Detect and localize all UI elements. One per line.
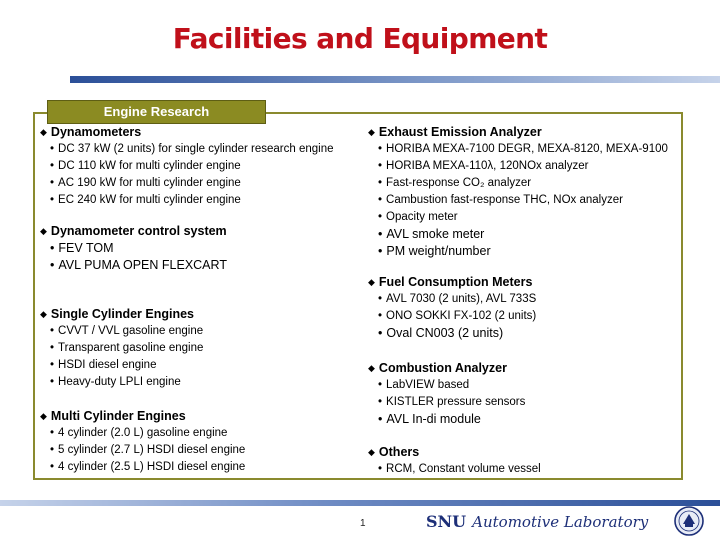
lab-logo-text: [426, 512, 648, 531]
list-item: [40, 240, 370, 257]
diamond-bullet-icon: ◆: [40, 309, 47, 319]
section-heading: [368, 124, 688, 141]
list-item: [368, 192, 688, 209]
item-text: HSDI diesel engine: [58, 359, 157, 371]
list-item: [368, 325, 688, 342]
diamond-bullet-icon: ◆: [40, 411, 47, 421]
item-text: 4 cylinder (2.0 L) gasoline engine: [58, 427, 228, 439]
section-fuel-consumption: [368, 274, 688, 342]
item-text: Fast-response CO₂ analyzer: [386, 177, 532, 189]
slide-title: Facilities and Equipment: [172, 22, 548, 55]
section-multi-cylinder: [40, 408, 370, 476]
item-text: AC 190 kW for multi cylinder engine: [58, 177, 241, 189]
section-dynamometers: [40, 124, 370, 209]
list-item: [368, 226, 688, 243]
bullet-icon: •: [378, 412, 383, 426]
bullet-icon: •: [50, 376, 55, 388]
diamond-bullet-icon: ◆: [40, 127, 47, 137]
bullet-icon: •: [50, 325, 55, 337]
section-heading: [40, 408, 370, 425]
bullet-icon: •: [378, 227, 383, 241]
section-heading: [40, 306, 370, 323]
bullet-icon: •: [378, 326, 383, 340]
bullet-icon: •: [378, 310, 383, 322]
university-emblem-icon: [674, 506, 704, 536]
list-item: [368, 461, 688, 478]
bullet-icon: •: [50, 342, 55, 354]
list-item: [368, 377, 688, 394]
bullet-icon: •: [378, 244, 383, 258]
heading-text: Fuel Consumption Meters: [378, 275, 533, 289]
item-text: Oval CN003 (2 units): [386, 326, 504, 340]
engine-research-label: Engine Research: [47, 100, 266, 124]
item-text: HORIBA MEXA-7100 DEGR, MEXA-8120, MEXA-9100: [386, 143, 668, 155]
bullet-icon: •: [50, 177, 55, 189]
item-text: ONO SOKKI FX-102 (2 units): [386, 310, 537, 322]
bullet-icon: •: [378, 293, 383, 305]
item-text: AVL smoke meter: [386, 227, 485, 241]
diamond-bullet-icon: ◆: [368, 363, 375, 373]
list-item: [368, 158, 688, 175]
heading-text: Dynamometer control system: [50, 224, 227, 238]
bullet-icon: •: [378, 143, 383, 155]
list-item: [368, 141, 688, 158]
bullet-icon: •: [50, 461, 55, 473]
list-item: [40, 340, 370, 357]
item-text: Transparent gasoline engine: [58, 342, 204, 354]
heading-text: Single Cylinder Engines: [50, 307, 195, 321]
section-heading: [368, 360, 688, 377]
item-text: AVL In-di module: [386, 412, 481, 426]
item-text: Cambustion fast-response THC, NOx analyzer: [386, 194, 623, 206]
bullet-icon: •: [378, 160, 383, 172]
item-text: CVVT / VVL gasoline engine: [58, 325, 204, 337]
bullet-icon: •: [50, 427, 55, 439]
section-others: [368, 444, 688, 478]
list-item: [368, 209, 688, 226]
item-text: HORIBA MEXA-110λ, 120NOx analyzer: [386, 160, 589, 172]
heading-text: Multi Cylinder Engines: [50, 409, 186, 423]
section-single-cylinder: [40, 306, 370, 391]
heading-text: Exhaust Emission Analyzer: [378, 125, 542, 139]
list-item: [368, 308, 688, 325]
list-item: [40, 374, 370, 391]
heading-text: Others: [378, 445, 420, 459]
list-item: [40, 357, 370, 374]
item-text: LabVIEW based: [386, 379, 470, 391]
bullet-icon: •: [50, 160, 55, 172]
item-text: KISTLER pressure sensors: [386, 396, 526, 408]
list-item: [40, 158, 370, 175]
item-text: AVL 7030 (2 units), AVL 733S: [386, 293, 537, 305]
list-item: [368, 291, 688, 308]
bullet-icon: •: [378, 211, 383, 223]
section-heading: [368, 274, 688, 291]
item-text: DC 37 kW (2 units) for single cylinder research engine: [58, 143, 334, 155]
item-text: PM weight/number: [386, 244, 491, 258]
item-text: RCM, Constant volume vessel: [386, 463, 541, 475]
footer-divider: [0, 500, 720, 506]
section-control-system: [40, 223, 370, 274]
item-text: AVL PUMA OPEN FLEXCART: [58, 258, 227, 272]
list-item: [40, 442, 370, 459]
diamond-bullet-icon: ◆: [368, 447, 375, 457]
list-item: [40, 175, 370, 192]
bullet-icon: •: [50, 444, 55, 456]
diamond-bullet-icon: ◆: [368, 277, 375, 287]
bullet-icon: •: [378, 379, 383, 391]
bullet-icon: •: [378, 396, 383, 408]
list-item: [40, 323, 370, 340]
title-divider: [70, 76, 720, 83]
snu-wordmark: SNU: [426, 512, 467, 531]
bullet-icon: •: [50, 359, 55, 371]
bullet-icon: •: [50, 194, 55, 206]
section-exhaust-emission: [368, 124, 688, 260]
item-text: DC 110 kW for multi cylinder engine: [58, 160, 241, 172]
bullet-icon: •: [50, 241, 55, 255]
bullet-icon: •: [378, 194, 383, 206]
section-heading: [40, 223, 370, 240]
list-item: [368, 394, 688, 411]
lab-name: Automotive Laboratory: [472, 513, 649, 531]
section-heading: [40, 124, 370, 141]
list-item: [40, 425, 370, 442]
list-item: [40, 257, 370, 274]
heading-text: Combustion Analyzer: [378, 361, 507, 375]
item-text: 5 cylinder (2.7 L) HSDI diesel engine: [58, 444, 246, 456]
item-text: 4 cylinder (2.5 L) HSDI diesel engine: [58, 461, 246, 473]
list-item: [368, 243, 688, 260]
list-item: [368, 175, 688, 192]
list-item: [368, 411, 688, 428]
section-combustion-analyzer: [368, 360, 688, 428]
list-item: [40, 459, 370, 476]
diamond-bullet-icon: ◆: [368, 127, 375, 137]
item-text: EC 240 kW for multi cylinder engine: [58, 194, 241, 206]
item-text: Heavy-duty LPLI engine: [58, 376, 181, 388]
section-heading: [368, 444, 688, 461]
list-item: [40, 192, 370, 209]
page-number: 1: [360, 518, 366, 529]
heading-text: Dynamometers: [50, 125, 142, 139]
item-text: Opacity meter: [386, 211, 458, 223]
list-item: [40, 141, 370, 158]
bullet-icon: •: [50, 143, 55, 155]
bullet-icon: •: [378, 463, 383, 475]
bullet-icon: •: [378, 177, 383, 189]
diamond-bullet-icon: ◆: [40, 226, 47, 236]
bullet-icon: •: [50, 258, 55, 272]
item-text: FEV TOM: [58, 241, 114, 255]
